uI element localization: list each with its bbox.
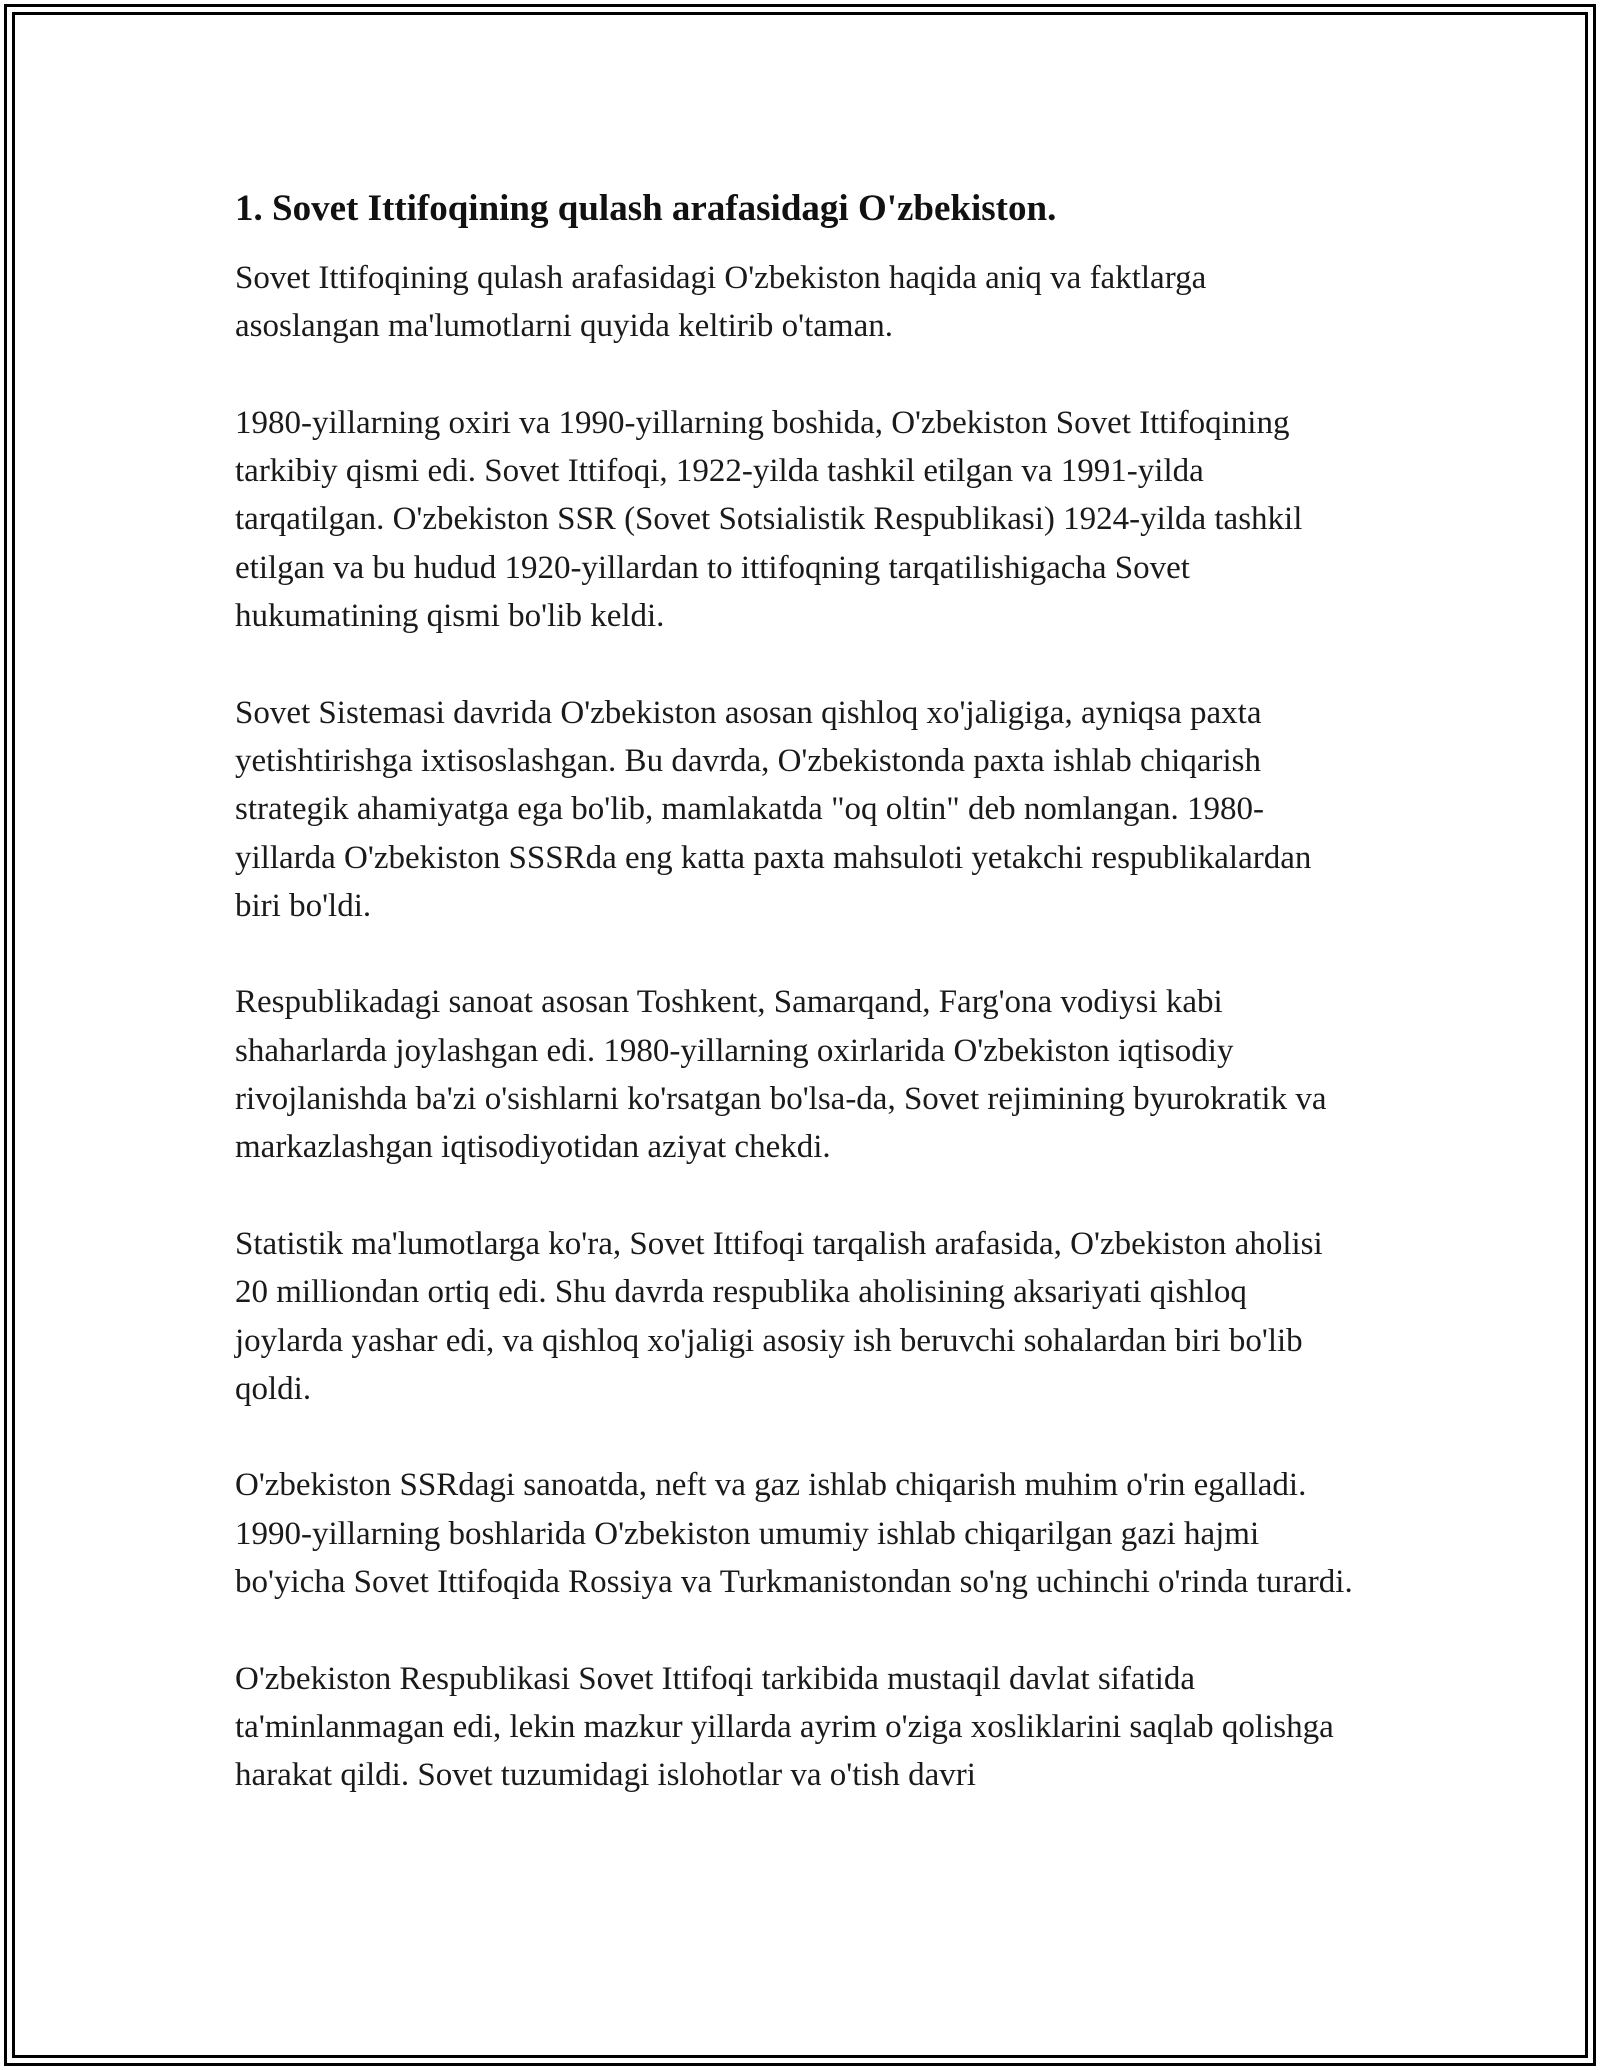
- paragraph-industry: Respublikadagi sanoat asosan Toshkent, Samarqand, Farg'ona vodiysi kabi shaharlarda joylashgan edi. 1980-yillarning oxirlarida O'zbekiston iqtisodiy rivojlanishda ba'zi o'sishlarni ko'rsatgan bo'lsa-da, Sovet rejimining byurokratik va markazlashgan iqtisodiyotidan aziyat chekdi.: [235, 984, 1327, 1166]
- document-body: [235, 186, 1355, 1848]
- paragraph-intro: Sovet Ittifoqining qulash arafasidagi O'zbekiston haqida aniq va faktlarga asoslangan ma'lumotlarni quyida keltirib o'taman.: [235, 260, 1207, 345]
- paragraph-soviet-membership: 1980-yillarning oxiri va 1990-yillarning boshida, O'zbekiston Sovet Ittifoqining tarkibiy qismi edi. Sovet Ittifoqi, 1922-yilda tashkil etilgan va 1991-yilda tarqatilgan. O'zbekiston SSR (Sovet Sotsialistik Respublikasi) 1924-yilda tashkil etilgan va bu hudud 1920-yillardan to ittifoqning tarqatilishigacha Sovet hukumatining qismi bo'lib keldi.: [235, 404, 1303, 635]
- paragraph-cotton-agriculture: Sovet Sistemasi davrida O'zbekiston asosan qishloq xo'jaligiga, ayniqsa paxta yetishtirishga ixtisoslashgan. Bu davrda, O'zbekistonda paxta ishlab chiqarish strategik ahamiyatga ega bo'lib, mamlakatda "oq oltin" deb nomlangan. 1980-yillarda O'zbekiston SSSRda eng katta paxta mahsuloti yetakchi respublikalardan biri bo'ldi.: [235, 694, 1312, 924]
- paragraph-oil-gas: O'zbekiston SSRdagi sanoatda, neft va gaz ishlab chiqarish muhim o'rin egalladi. 1990-yillarning boshlarida O'zbekiston umumiy ishlab chiqarilgan gazi hajmi bo'yicha Sovet Ittifoqida Rossiya va Turkmanistondan so'ng uchinchi o'rinda turardi.: [235, 1467, 1353, 1601]
- paragraph-autonomy: O'zbekiston Respublikasi Sovet Ittifoqi tarkibida mustaqil davlat sifatida ta'minlanmagan edi, lekin mazkur yillarda ayrim o'ziga xosliklarini saqlab qolishga harakat qildi. Sovet tuzumidagi islohotlar va o'tish davri: [235, 1660, 1334, 1794]
- section-heading: 1. Sovet Ittifoqining qulash arafasidagi O'zbekiston.: [235, 188, 1057, 229]
- paragraph-population: Statistik ma'lumotlarga ko'ra, Sovet Ittifoqi tarqalish arafasida, O'zbekiston aholisi 20 milliondan ortiq edi. Shu davrda respublika aholisining aksariyati qishloq joylarda yashar edi, va qishloq xo'jaligi asosiy ish beruvchi sohalardan biri bo'lib qoldi.: [235, 1225, 1323, 1407]
